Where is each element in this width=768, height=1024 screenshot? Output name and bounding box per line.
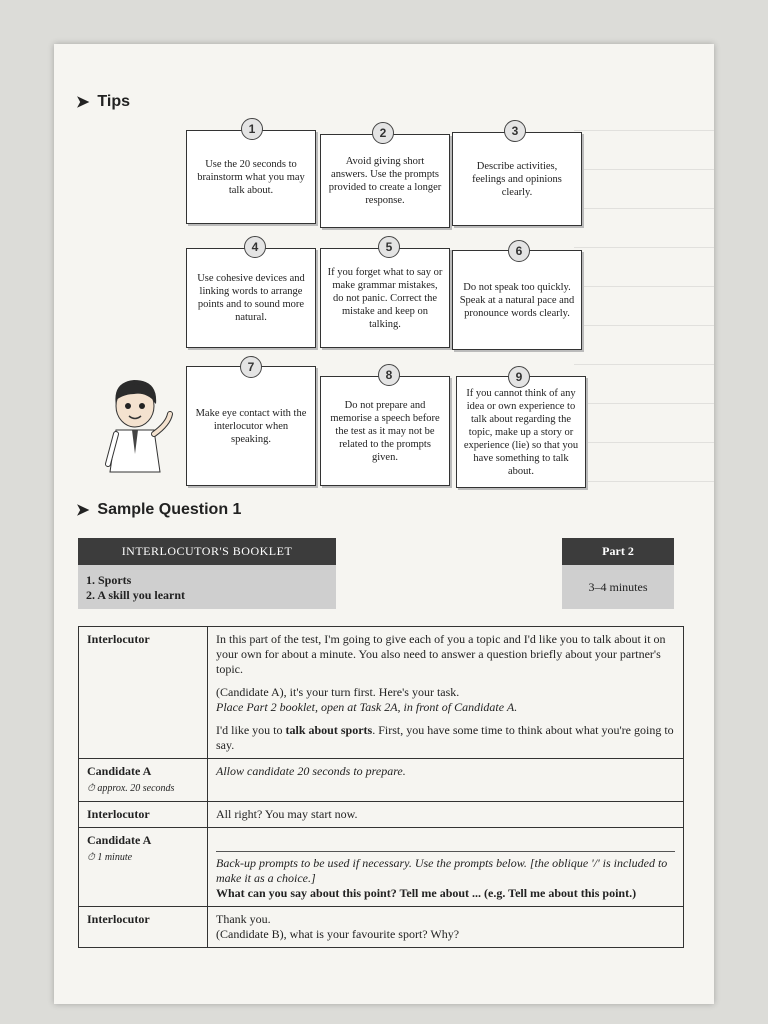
tip-number-3: 3 [504, 120, 526, 142]
script-paragraph: (Candidate A), it's your turn first. Here's your task. [216, 685, 460, 699]
tip-note-4 [186, 248, 316, 348]
tip-note-8 [320, 376, 450, 486]
timing-note [87, 781, 199, 796]
role-label: Interlocutor [87, 912, 150, 926]
sample-question-heading [76, 500, 241, 520]
part-label: Part 2 [562, 538, 674, 565]
script-text: . First, you have some time to think about what you're going to say. [216, 723, 674, 752]
arrow-icon: ➤ [76, 94, 90, 111]
booklet-title: INTERLOCUTOR'S BOOKLET [78, 538, 336, 565]
clock-icon: ⏱ [87, 783, 95, 794]
booklet-topics [78, 565, 336, 609]
tip-note-6 [452, 250, 582, 350]
timing-note [87, 850, 199, 865]
tip-text-2: Avoid giving short answers. Use the prompts provided to create a longer response. [328, 156, 442, 206]
tip-text-6: Do not speak too quickly. Speak at a natural pace and pronounce words clearly. [459, 281, 575, 319]
table-row [79, 907, 684, 948]
tip-text-4: Use cohesive devices and linking words to arrange points and to sound more natural. [197, 273, 305, 323]
script-cell [208, 907, 684, 948]
role-label: Candidate A [87, 833, 152, 847]
tip-number-6: 6 [508, 240, 530, 262]
script-paragraph: In this part of the test, I'm going to give each of you a topic and I'd like you to talk about it on your own for about a minute. You also need to answer a question briefly about your partner's topic. [216, 632, 666, 676]
bleed-through-table [574, 92, 714, 492]
script-cell [208, 627, 684, 759]
tip-note-2 [320, 134, 450, 228]
stage-direction: Place Part 2 booklet, open at Task 2A, in front of Candidate A. [216, 700, 518, 714]
script-cell: Allow candidate 20 seconds to prepare. [208, 759, 684, 802]
role-label: Interlocutor [87, 632, 150, 646]
sample-question-heading-text: Sample Question 1 [97, 501, 242, 518]
tip-note-9 [456, 376, 586, 488]
script-paragraph: (Candidate B), what is your favourite sport? Why? [216, 927, 460, 941]
role-cell [79, 802, 208, 828]
role-cell [79, 627, 208, 759]
table-row [79, 759, 684, 802]
script-cell [208, 828, 684, 907]
divider [216, 851, 675, 852]
role-label: Interlocutor [87, 807, 150, 821]
tips-heading [76, 92, 130, 112]
tip-text-8: Do not prepare and memorise a speech before the test as it may not be related to the prompts given. [330, 399, 440, 463]
tip-number-8: 8 [378, 364, 400, 386]
script-bold-text: talk about sports [285, 723, 373, 737]
table-row [79, 828, 684, 907]
script-question: What can you say about this point? Tell me about ... (e.g. Tell me about this point.) [216, 886, 637, 900]
tip-number-1: 1 [241, 118, 263, 140]
textbook-page [54, 44, 714, 1004]
topic-2: 2. A skill you learnt [86, 588, 186, 602]
role-cell [79, 828, 208, 907]
interlocutor-script-table [78, 626, 684, 948]
part-time: 3–4 minutes [562, 565, 674, 609]
tip-text-1: Use the 20 seconds to brainstorm what you may talk about. [197, 158, 305, 196]
tip-note-7 [186, 366, 316, 486]
tip-number-2: 2 [372, 122, 394, 144]
table-row [79, 627, 684, 759]
tip-note-3 [452, 132, 582, 226]
tip-note-1 [186, 130, 316, 224]
timing-text: approx. 20 seconds [97, 783, 175, 794]
timing-text: 1 minute [97, 852, 133, 863]
tip-text-3: Describe activities, feelings and opinions clearly. [472, 160, 562, 198]
tip-number-4: 4 [244, 236, 266, 258]
tip-note-5 [320, 248, 450, 348]
script-cell: All right? You may start now. [208, 802, 684, 828]
script-text: I'd like you to [216, 723, 286, 737]
clock-icon: ⏱ [87, 852, 95, 863]
tip-number-7: 7 [240, 356, 262, 378]
script-paragraph [216, 723, 675, 753]
role-label: Candidate A [87, 764, 152, 778]
tip-number-9: 9 [508, 366, 530, 388]
tip-text-9: If you cannot think of any idea or own experience to talk about regarding the topic, make up a story or experience (lie) so that you have something to talk about. [463, 387, 579, 477]
stage-direction: Back-up prompts to be used if necessary. Use the prompts below. [the oblique '/' is included to make it as a choice.] [216, 856, 668, 885]
topic-1: 1. Sports [86, 573, 132, 587]
tip-number-5: 5 [378, 236, 400, 258]
table-row [79, 802, 684, 828]
tip-text-5: If you forget what to say or make grammar mistakes, do not panic. Correct the mistake and keep on talking. [327, 266, 443, 330]
script-paragraph: Thank you. [216, 912, 271, 926]
role-cell [79, 907, 208, 948]
tips-heading-text: Tips [97, 93, 131, 110]
tip-text-7: Make eye contact with the interlocutor when speaking. [195, 407, 307, 445]
arrow-icon: ➤ [76, 502, 90, 519]
boy-illustration [98, 374, 178, 474]
role-cell [79, 759, 208, 802]
